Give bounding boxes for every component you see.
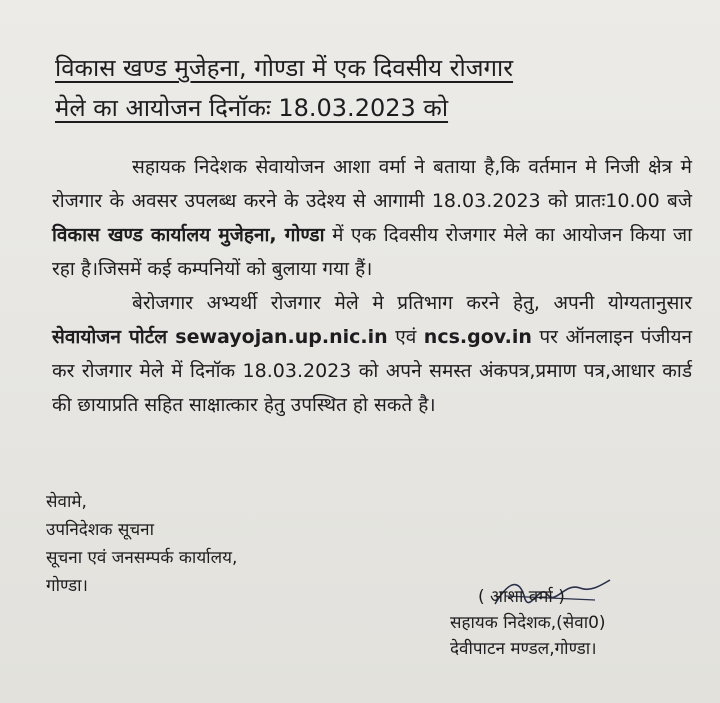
addressee-block — [46, 488, 237, 600]
portal-bold: सेवायोजन पोर्टल sewayojan.up.nic.in — [52, 326, 388, 348]
venue-bold: विकास खण्ड कार्यालय मुजेहना, गोण्डा — [52, 224, 325, 246]
signature-block — [450, 584, 700, 662]
signatory-designation: सहायक निदेशक,(सेवा0) — [450, 613, 606, 633]
notice-body — [52, 150, 692, 422]
paragraph-2-text-a: बेरोजगार अभ्यर्थी रोजगार मेले मे प्रतिभाग करने हेतु, अपनी योग्यतानुसार — [132, 292, 692, 314]
paragraph-2-text-b: एवं — [387, 326, 424, 348]
signatory-office: देवीपाटन मण्डल,गोण्डा। — [450, 639, 597, 659]
notice-title — [55, 48, 675, 128]
addressee-line-3: सूचना एवं जनसम्पर्क कार्यालय, — [46, 548, 238, 568]
paragraph-1-text-a: सहायक निदेशक सेवायोजन आशा वर्मा ने बताया है,कि वर्तमान मे निजी क्षेत्र मे रोजगार के अवसर उपलब्ध करने के उदेश्य से आगामी 18.03.2023 को प्रातः10.00 बजे — [52, 156, 692, 212]
paragraph-2 — [52, 286, 692, 422]
addressee-line-2: उपनिदेशक सूचना — [46, 520, 154, 540]
signatory-name: ( आशा वर्मा ) — [478, 587, 565, 607]
addressee-line-1: सेवामे, — [46, 492, 87, 512]
title-line-1: विकास खण्ड मुजेहना, गोण्डा में एक दिवसीय रोजगार — [55, 54, 514, 82]
title-line-2: मेले का आयोजन दिनॉकः 18.03.2023 को — [55, 94, 449, 122]
paragraph-1-text-b: में एक दिवसीय रोजगार मेले का आयोजन किया जा रहा है।जिसमें कई कम्पनियों को बुलाया गया हैं। — [52, 224, 692, 280]
paragraph-1 — [52, 150, 692, 286]
addressee-line-4: गोण्डा। — [46, 576, 88, 596]
ncs-portal-bold: ncs.gov.in — [423, 326, 532, 348]
paragraph-2-text-c: पर ऑनलाइन पंजीयन कर रोजगार मेले में दिनॉक 18.03.2023 को अपने समस्त अंकपत्र,प्रमाण पत्र,आधार कार्ड की छायाप्रति सहित साक्षात्कार हेतु उपस्थित हो सकते है। — [52, 326, 693, 416]
